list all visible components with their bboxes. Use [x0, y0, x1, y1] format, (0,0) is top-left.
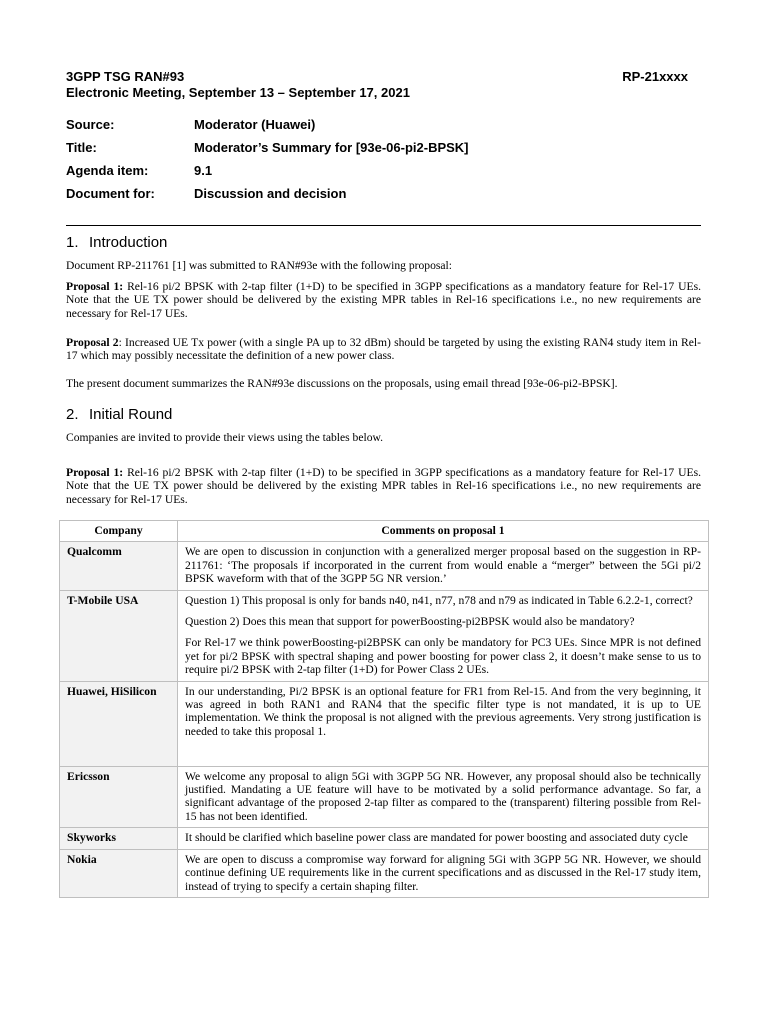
header-divider — [66, 225, 701, 226]
document-number: RP-21xxxx — [622, 69, 688, 84]
comment-text: For Rel-17 we think powerBoosting-pi2BPSK can only be mandatory for PC3 UEs. Since MPR is not defined yet for pi/2 BPSK with spectral shaping and power boosting for power class 2, it doesn’t make sense to us to require pi/2 BPSK with 2-tap filter (1+D) for Power Class 2 UEs. — [185, 636, 701, 677]
company-cell: Ericsson — [60, 766, 178, 828]
column-header-company: Company — [60, 521, 178, 542]
proposal-label: Proposal 2 — [66, 336, 119, 349]
proposal-text: : Increased UE Tx power (with a single PA up to 32 dBm) should be targeted by using the existing RAN4 study item in Rel-17 which may possibly necessitate the definition of a new power class. — [66, 336, 701, 363]
comment-text: Question 2) Does this mean that support for powerBoosting-pi2BPSK would also be mandatory? — [185, 615, 635, 629]
comment-text: We welcome any proposal to align 5Gi with 3GPP 5G NR. However, any proposal should also be technically justified. Mandating a UE feature will have to be motivated by a solid performance advantage. So far, a significant advantage of the proposed 2-tap filter as compared to the (transparent) filtering possible from Rel-15 has not been identified. — [185, 769, 701, 823]
section-heading-introduction — [66, 234, 167, 251]
section-title: Introduction — [89, 234, 168, 251]
meta-value: 9.1 — [194, 163, 213, 178]
section-number: 1. — [66, 234, 79, 251]
meta-key: Source: — [66, 117, 115, 132]
company-cell: Qualcomm — [60, 542, 178, 590]
comment-cell — [178, 681, 709, 766]
table-header-row — [60, 521, 709, 542]
company-cell: Skyworks — [60, 828, 178, 849]
company-cell: Nokia — [60, 849, 178, 897]
meta-key: Document for: — [66, 186, 155, 201]
summary-paragraph: The present document summarizes the RAN#93e discussions on the proposals, using email thread [93e-06-pi2-BPSK]. — [66, 377, 618, 390]
table-row — [60, 828, 709, 849]
meta-value: Discussion and decision — [194, 186, 347, 201]
comment-text: Question 1) This proposal is only for bands n40, n41, n77, n78 and n79 as indicated in Table 6.2.2-1, correct? — [185, 593, 693, 607]
meeting-details: Electronic Meeting, September 13 – September 17, 2021 — [66, 85, 410, 100]
comment-cell — [178, 766, 709, 828]
section-heading-initial-round — [66, 406, 172, 423]
proposal-1-paragraph — [66, 280, 701, 320]
comments-table — [59, 520, 709, 898]
proposal-text: Rel-16 pi/2 BPSK with 2-tap filter (1+D) to be specified in 3GPP specifications as a mandatory feature for Rel-17 UEs. Note that the UE TX power should be delivered by the existing MPR tables in Rel-16 specifications i.e., no new requirements are necessary for Rel-17 UEs. — [66, 466, 701, 506]
comment-cell — [178, 828, 709, 849]
proposal-label: Proposal 1: — [66, 466, 124, 479]
meta-value: Moderator’s Summary for [93e-06-pi2-BPSK] — [194, 140, 469, 155]
meta-key: Title: — [66, 140, 97, 155]
comment-text: We are open to discussion in conjunction with a generalized merger proposal based on the suggestion in RP-211761: ‘The proposals if incorporated in the current from would enable a “merger” between the 5Gi pi/2 BPSK waveform with that of the 3GPP 5G NR version.’ — [185, 545, 701, 586]
table-row — [60, 766, 709, 828]
meta-row-title — [66, 140, 469, 155]
table-row — [60, 542, 709, 590]
company-cell: Huawei, HiSilicon — [60, 681, 178, 766]
meta-row-agenda — [66, 163, 212, 178]
table-row — [60, 590, 709, 681]
comment-cell — [178, 542, 709, 590]
section-title: Initial Round — [89, 406, 173, 423]
comment-cell — [178, 849, 709, 897]
comment-cell — [178, 590, 709, 681]
proposal-2-paragraph — [66, 336, 701, 363]
proposal-text: Rel-16 pi/2 BPSK with 2-tap filter (1+D) to be specified in 3GPP specifications as a mandatory feature for Rel-17 UEs. Note that the UE TX power should be delivered by the existing MPR tables in Rel-16 specifications i.e., no new requirements are necessary for Rel-17 UEs. — [66, 280, 701, 320]
meta-row-source — [66, 117, 315, 132]
meta-value: Moderator (Huawei) — [194, 117, 316, 132]
section2-intro-paragraph: Companies are invited to provide their views using the tables below. — [66, 431, 384, 444]
proposal-label: Proposal 1: — [66, 280, 124, 293]
meta-row-document-for — [66, 186, 346, 201]
column-header-comments: Comments on proposal 1 — [178, 521, 709, 542]
comment-text: In our understanding, Pi/2 BPSK is an optional feature for FR1 from Rel-15. And from the very beginning, it was agreed in both RAN1 and RAN4 that the specific filter type is not mandated, it is up to UE implementation. We think the proposal is not aligned with the previous agreements. Very strong justification is needed to take this proposal 1. — [185, 684, 701, 738]
section2-proposal-1-paragraph — [66, 466, 701, 506]
table-row — [60, 849, 709, 897]
table-row — [60, 681, 709, 766]
meeting-title: 3GPP TSG RAN#93 — [66, 69, 185, 84]
section-number: 2. — [66, 406, 79, 423]
intro-paragraph: Document RP-211761 [1] was submitted to RAN#93e with the following proposal: — [66, 259, 452, 272]
company-cell: T-Mobile USA — [60, 590, 178, 681]
comment-text: We are open to discuss a compromise way forward for aligning 5Gi with 3GPP 5G NR. However, we should continue defining UE requirements like in the current specifications and as discussed in the Rel-17 study item, instead of trying to specify a certain shaping filter. — [185, 852, 701, 893]
comment-text: It should be clarified which baseline power class are mandated for power boosting and associated duty cycle — [185, 831, 688, 845]
meta-key: Agenda item: — [66, 163, 149, 178]
